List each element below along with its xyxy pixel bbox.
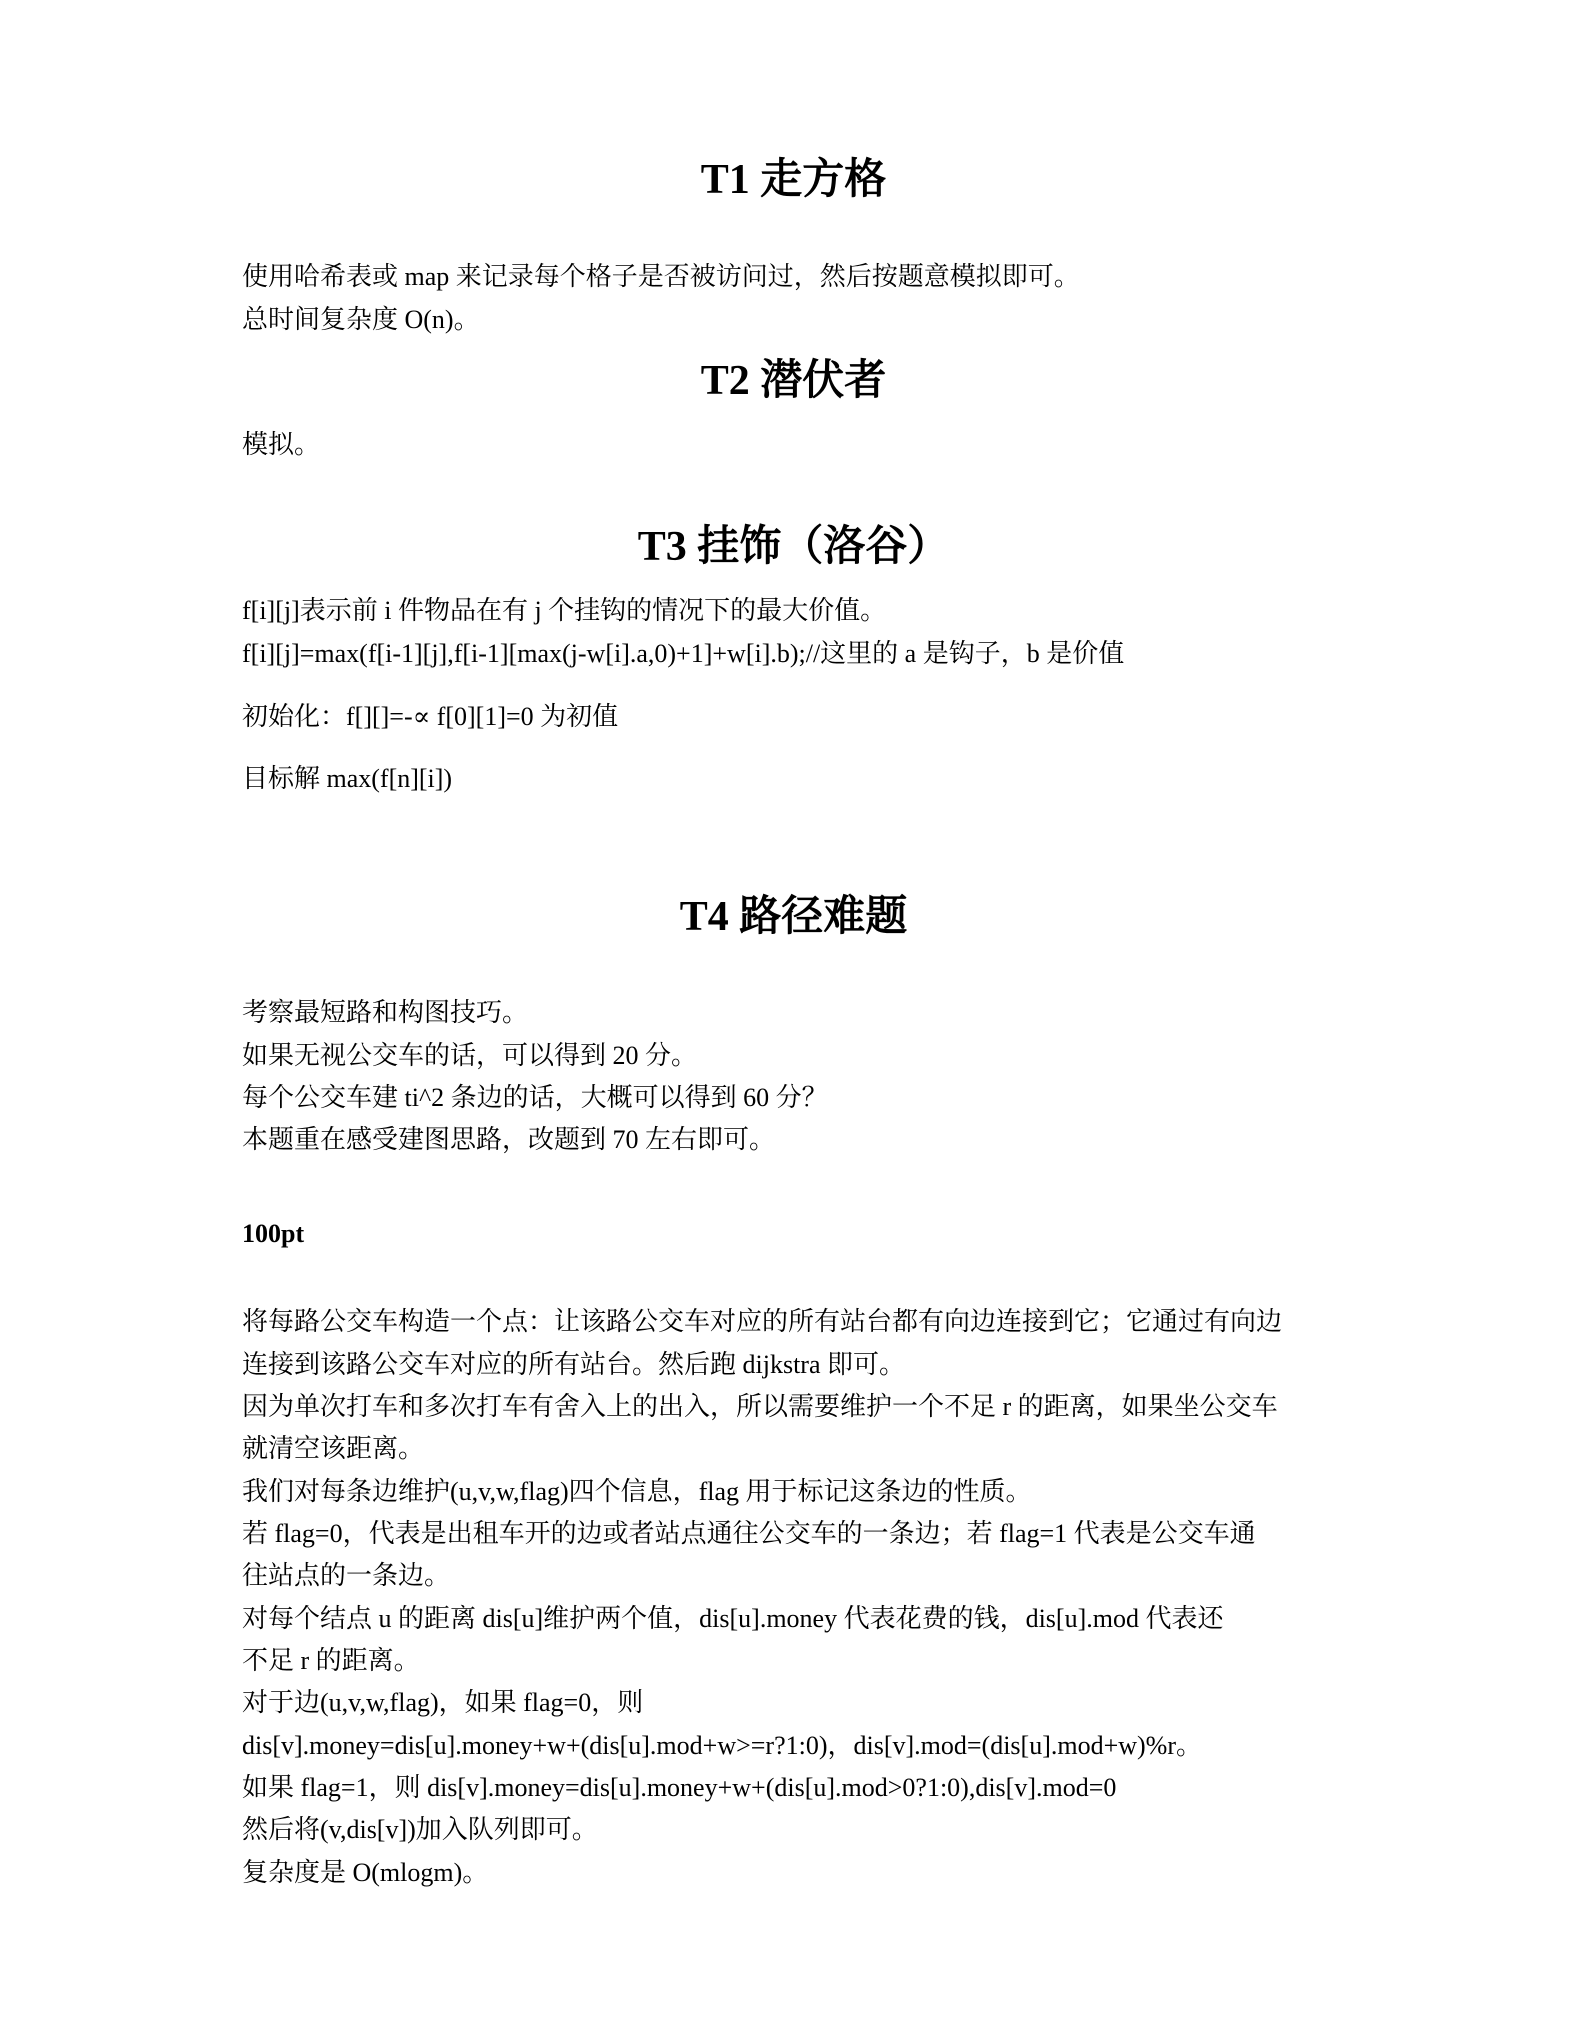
t4-body-12: 如果 flag=1，则 dis[v].money=dis[u].money+w+(dis[u].mod>0?1:0),dis[v].mod=0 xyxy=(242,1773,1117,1802)
t3-line-3: 初始化：f[][]=-∝ f[0][1]=0 为初值 xyxy=(242,702,619,731)
t1-line-2: 总时间复杂度 O(n)。 xyxy=(242,305,480,334)
t3-line-4: 目标解 max(f[n][i]) xyxy=(242,764,453,793)
t2-line-1: 模拟。 xyxy=(242,430,321,459)
t4-intro-1: 考察最短路和构图技巧。 xyxy=(242,998,529,1027)
t4-heading: T4 路径难题 xyxy=(679,894,908,940)
t4-body-8: 对每个结点 u 的距离 dis[u]维护两个值，dis[u].money 代表花费的钱，dis[u].mod 代表还 xyxy=(242,1604,1224,1633)
t4-body-9: 不足 r 的距离。 xyxy=(242,1646,420,1675)
t2-heading: T2 潜伏者 xyxy=(700,358,887,404)
t4-body-11: dis[v].money=dis[u].money+w+(dis[u].mod+w>=r?1:0)，dis[v].mod=(dis[u].mod+w)%r。 xyxy=(242,1731,1202,1760)
t4-body-4: 就清空该距离。 xyxy=(242,1434,425,1463)
t4-body-10: 对于边(u,v,w,flag)，如果 flag=0，则 xyxy=(242,1688,644,1717)
t4-intro-3: 每个公交车建 ti^2 条边的话，大概可以得到 60 分？ xyxy=(242,1083,828,1112)
t3-heading: T3 挂饰（洛谷） xyxy=(637,524,950,570)
t3-line-2: f[i][j]=max(f[i-1][j],f[i-1][max(j-w[i].a,0)+1]+w[i].b);//这里的 a 是钩子，b 是价值 xyxy=(242,639,1125,668)
t4-body-6: 若 flag=0，代表是出租车开的边或者站点通往公交车的一条边；若 flag=1 代表是公交车通 xyxy=(242,1519,1256,1548)
t1-heading: T1 走方格 xyxy=(700,157,887,203)
t4-body-3: 因为单次打车和多次打车有舍入上的出入，所以需要维护一个不足 r 的距离，如果坐公交车 xyxy=(242,1392,1278,1421)
t4-body-5: 我们对每条边维护(u,v,w,flag)四个信息，flag 用于标记这条边的性质。 xyxy=(242,1477,1032,1506)
t3-line-1: f[i][j]表示前 i 件物品在有 j 个挂钩的情况下的最大价值。 xyxy=(242,596,887,625)
t4-body-1: 将每路公交车构造一个点：让该路公交车对应的所有站台都有向边连接到它；它通过有向边 xyxy=(242,1307,1283,1336)
t4-subheading: 100pt xyxy=(242,1219,305,1248)
t4-body-14: 复杂度是 O(mlogm)。 xyxy=(242,1858,489,1887)
t4-intro-4: 本题重在感受建图思路，改题到 70 左右即可。 xyxy=(242,1125,776,1154)
t4-body-7: 往站点的一条边。 xyxy=(242,1561,451,1590)
t4-intro-2: 如果无视公交车的话，可以得到 20 分。 xyxy=(242,1041,698,1070)
t4-body-13: 然后将(v,dis[v])加入队列即可。 xyxy=(242,1815,598,1844)
t1-line-1: 使用哈希表或 map 来记录每个格子是否被访问过，然后按题意模拟即可。 xyxy=(242,262,1080,291)
t4-body-2: 连接到该路公交车对应的所有站台。然后跑 dijkstra 即可。 xyxy=(242,1350,905,1379)
